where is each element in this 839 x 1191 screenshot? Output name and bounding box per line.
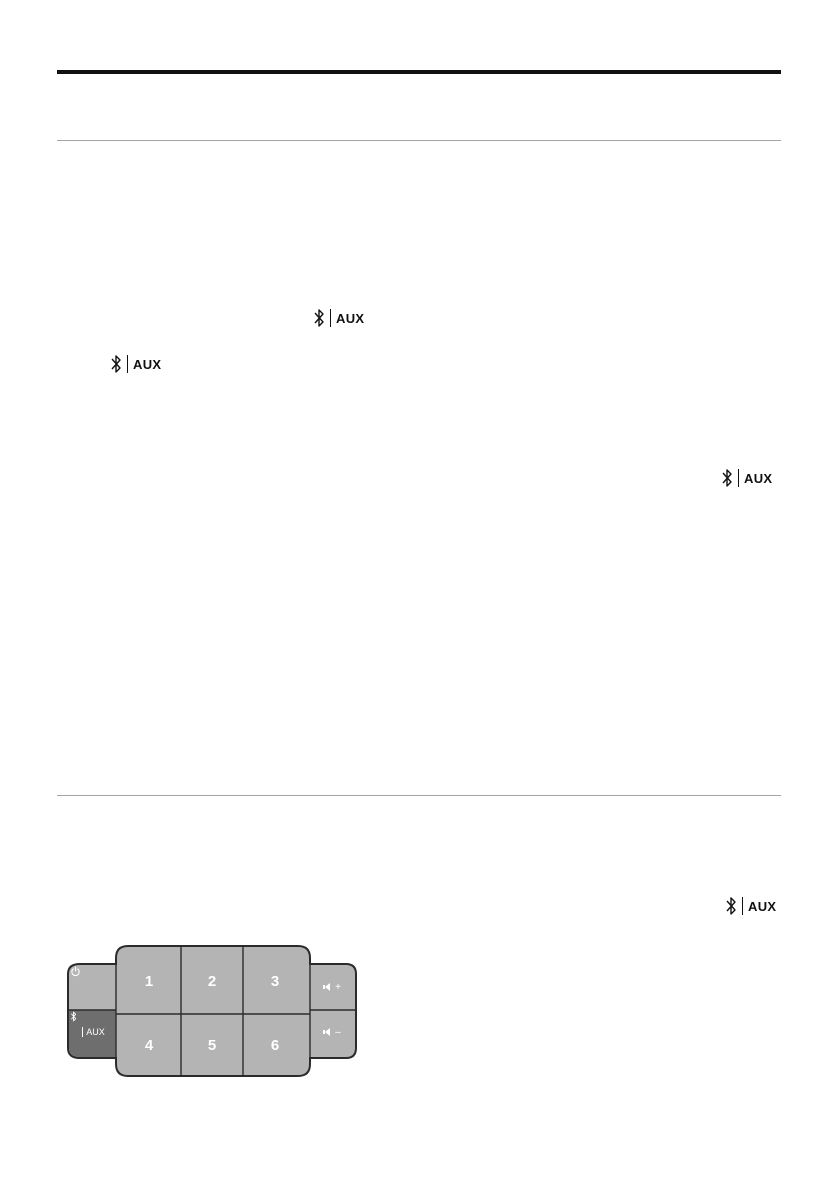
bt-aux-symbol [721,467,772,489]
volume-up-label: + [335,981,341,993]
bluetooth-icon [110,354,122,374]
aux-label: AUX [133,356,162,372]
preset-1-button[interactable]: 1 [144,973,154,990]
bluetooth-icon [313,308,325,328]
power-button[interactable] [70,966,114,1008]
bluetooth-aux-button[interactable] [70,1011,116,1053]
control-panel-illustration [66,944,360,1078]
speaker-icon-cone [325,1028,330,1036]
volume-down-label: – [335,1026,341,1038]
separator [742,897,743,915]
aux-label: AUX [748,898,777,914]
separator [82,1027,83,1037]
volume-down-button[interactable] [310,1011,354,1053]
preset-4-button[interactable]: 4 [144,1036,154,1054]
volume-up-button[interactable] [310,966,354,1008]
aux-label: AUX [336,310,365,326]
separator [127,355,128,373]
header-rule [57,70,781,74]
bt-aux-symbol [313,307,364,329]
bluetooth-icon [725,896,737,916]
preset-3-button[interactable]: 3 [270,973,280,990]
section-divider-bottom [57,795,781,796]
preset-6-button[interactable]: 6 [270,1036,280,1054]
preset-5-button[interactable]: 5 [207,1036,217,1054]
bt-aux-symbol [110,353,161,375]
separator [738,469,739,487]
preset-2-button[interactable]: 2 [207,973,217,990]
speaker-icon-cone [325,983,330,991]
separator [330,309,331,327]
bluetooth-icon [70,1011,77,1022]
section-divider-top [57,140,781,141]
bluetooth-icon [721,468,733,488]
aux-label: AUX [744,470,773,486]
power-icon [70,966,81,977]
aux-key-label: AUX [86,1027,105,1037]
bt-aux-symbol [725,895,776,917]
